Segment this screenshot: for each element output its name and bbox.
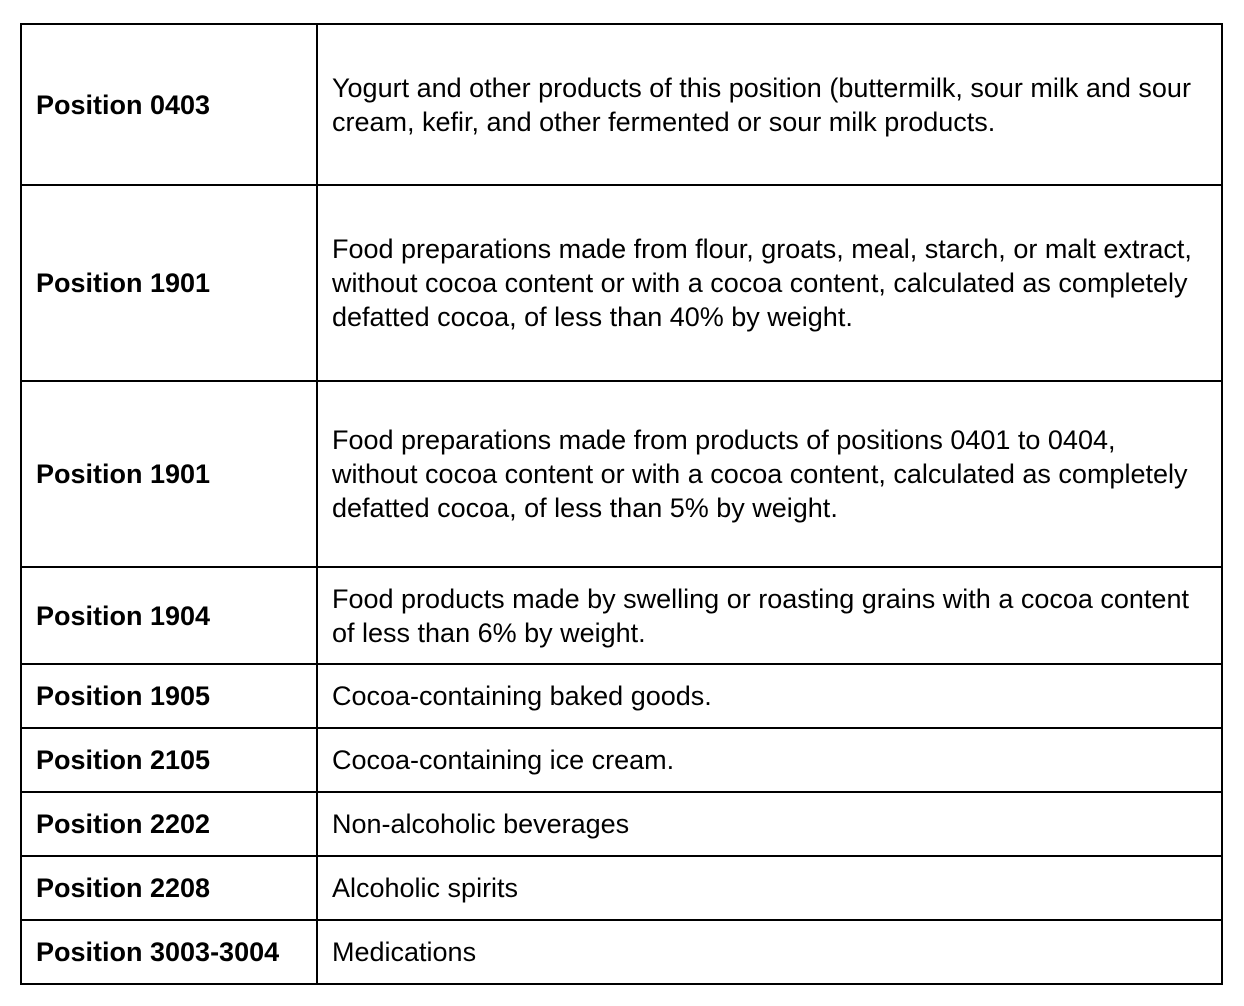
position-description: Food preparations made from products of positions 0401 to 0404, without cocoa content or with a cocoa content, calculated as completely defatted cocoa, of less than 5% by weight. — [317, 381, 1222, 567]
position-code: Position 0403 — [21, 24, 317, 185]
position-code: Position 3003-3004 — [21, 920, 317, 984]
position-code: Position 1905 — [21, 664, 317, 728]
position-description: Medications — [317, 920, 1222, 984]
table-row — [21, 856, 1222, 920]
table-row — [21, 728, 1222, 792]
position-code: Position 1904 — [21, 567, 317, 664]
position-code: Position 2208 — [21, 856, 317, 920]
table-row — [21, 185, 1222, 381]
position-code: Position 1901 — [21, 381, 317, 567]
table-row — [21, 792, 1222, 856]
position-description: Non-alcoholic beverages — [317, 792, 1222, 856]
position-description: Food preparations made from flour, groats, meal, starch, or malt extract, without cocoa content or with a cocoa content, calculated as completely defatted cocoa, of less than 40% by weight. — [317, 185, 1222, 381]
position-table — [20, 23, 1223, 985]
table-row — [21, 664, 1222, 728]
position-code: Position 2202 — [21, 792, 317, 856]
table-row — [21, 24, 1222, 185]
position-code: Position 1901 — [21, 185, 317, 381]
table-row — [21, 381, 1222, 567]
position-description: Alcoholic spirits — [317, 856, 1222, 920]
table-row — [21, 920, 1222, 984]
position-description: Cocoa-containing ice cream. — [317, 728, 1222, 792]
position-description: Food products made by swelling or roasting grains with a cocoa content of less than 6% by weight. — [317, 567, 1222, 664]
position-description: Cocoa-containing baked goods. — [317, 664, 1222, 728]
table-row — [21, 567, 1222, 664]
position-description: Yogurt and other products of this position (buttermilk, sour milk and sour cream, kefir, and other fermented or sour milk products. — [317, 24, 1222, 185]
position-code: Position 2105 — [21, 728, 317, 792]
